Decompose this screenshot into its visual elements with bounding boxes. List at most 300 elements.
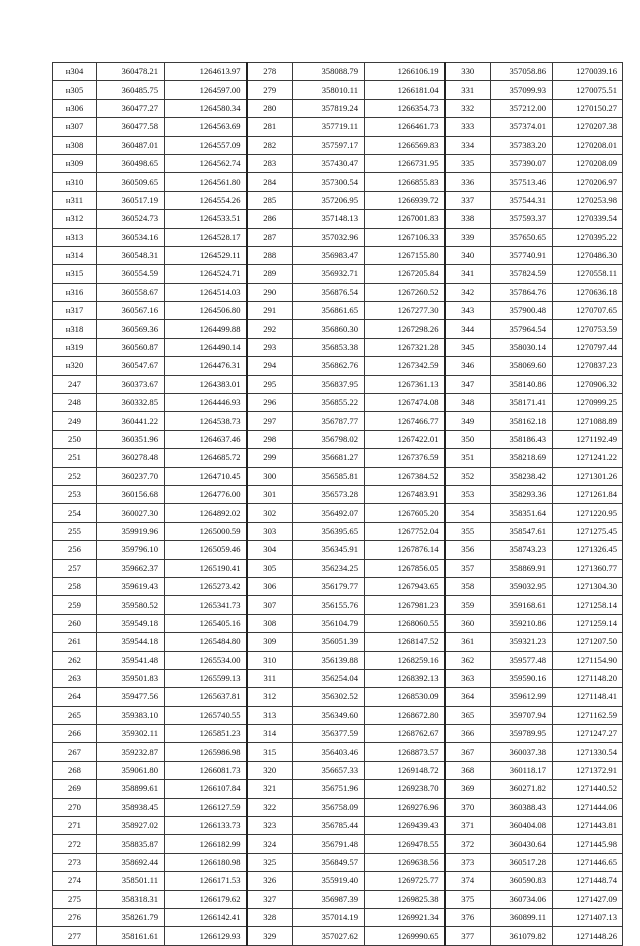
y-coordinate-cell: 1267483.91: [365, 485, 445, 503]
x-coordinate-cell: 356785.44: [293, 817, 365, 835]
point-number-cell: 273: [53, 853, 97, 871]
y-coordinate-cell: 1268530.09: [365, 688, 445, 706]
y-coordinate-cell: 1264685.72: [165, 449, 247, 467]
point-number-cell: 315: [247, 743, 293, 761]
x-coordinate-cell: 356860.30: [293, 320, 365, 338]
x-coordinate-cell: 360567.16: [97, 302, 165, 320]
x-coordinate-cell: 358927.02: [97, 817, 165, 835]
y-coordinate-cell: 1264557.09: [165, 136, 247, 154]
y-coordinate-cell: 1264499.88: [165, 320, 247, 338]
y-coordinate-cell: 1265341.73: [165, 596, 247, 614]
x-coordinate-cell: 356345.91: [293, 541, 365, 559]
point-number-cell: н313: [53, 228, 97, 246]
point-number-cell: 327: [247, 890, 293, 908]
y-coordinate-cell: 1267422.01: [365, 430, 445, 448]
y-coordinate-cell: 1265484.80: [165, 633, 247, 651]
point-number-cell: 314: [247, 725, 293, 743]
x-coordinate-cell: 360569.36: [97, 320, 165, 338]
y-coordinate-cell: 1270075.51: [553, 81, 623, 99]
point-number-cell: н310: [53, 173, 97, 191]
y-coordinate-cell: 1264514.03: [165, 283, 247, 301]
x-coordinate-cell: 356861.65: [293, 302, 365, 320]
table-row: [53, 118, 623, 136]
point-number-cell: 263: [53, 669, 97, 687]
point-number-cell: 254: [53, 504, 97, 522]
y-coordinate-cell: 1266354.73: [365, 99, 445, 117]
y-coordinate-cell: 1269825.38: [365, 890, 445, 908]
y-coordinate-cell: 1267205.84: [365, 265, 445, 283]
x-coordinate-cell: 356234.25: [293, 559, 365, 577]
x-coordinate-cell: 357544.31: [491, 191, 553, 209]
point-number-cell: 268: [53, 761, 97, 779]
x-coordinate-cell: 357740.91: [491, 246, 553, 264]
x-coordinate-cell: 360560.87: [97, 338, 165, 356]
point-number-cell: 294: [247, 357, 293, 375]
y-coordinate-cell: 1264538.73: [165, 412, 247, 430]
x-coordinate-cell: 357383.20: [491, 136, 553, 154]
y-coordinate-cell: 1264580.34: [165, 99, 247, 117]
y-coordinate-cell: 1267605.20: [365, 504, 445, 522]
point-number-cell: 255: [53, 522, 97, 540]
point-number-cell: 355: [445, 522, 491, 540]
y-coordinate-cell: 1269276.96: [365, 798, 445, 816]
y-coordinate-cell: 1271448.74: [553, 872, 623, 890]
table-row: [53, 99, 623, 117]
x-coordinate-cell: 358010.11: [293, 81, 365, 99]
x-coordinate-cell: 358261.79: [97, 908, 165, 926]
x-coordinate-cell: 359796.10: [97, 541, 165, 559]
y-coordinate-cell: 1270558.11: [553, 265, 623, 283]
x-coordinate-cell: 359544.18: [97, 633, 165, 651]
x-coordinate-cell: 358547.61: [491, 522, 553, 540]
table-row: [53, 375, 623, 393]
y-coordinate-cell: 1264613.97: [165, 63, 247, 81]
x-coordinate-cell: 358030.14: [491, 338, 553, 356]
x-coordinate-cell: 359302.11: [97, 725, 165, 743]
x-coordinate-cell: 356791.48: [293, 835, 365, 853]
y-coordinate-cell: 1267376.59: [365, 449, 445, 467]
x-coordinate-cell: 357597.17: [293, 136, 365, 154]
x-coordinate-cell: 357964.54: [491, 320, 553, 338]
x-coordinate-cell: 358218.69: [491, 449, 553, 467]
y-coordinate-cell: 1270207.38: [553, 118, 623, 136]
y-coordinate-cell: 1271259.14: [553, 614, 623, 632]
y-coordinate-cell: 1265405.16: [165, 614, 247, 632]
point-number-cell: 279: [247, 81, 293, 99]
y-coordinate-cell: 1271407.13: [553, 908, 623, 926]
coordinate-table: [52, 62, 623, 946]
point-number-cell: 347: [445, 375, 491, 393]
table-row: [53, 191, 623, 209]
x-coordinate-cell: 358899.61: [97, 780, 165, 798]
table-row: [53, 596, 623, 614]
x-coordinate-cell: 357300.54: [293, 173, 365, 191]
point-number-cell: 361: [445, 633, 491, 651]
y-coordinate-cell: 1266179.62: [165, 890, 247, 908]
table-row: [53, 136, 623, 154]
y-coordinate-cell: 1271372.91: [553, 761, 623, 779]
x-coordinate-cell: 361079.82: [491, 927, 553, 945]
table-row: [53, 154, 623, 172]
y-coordinate-cell: 1264776.00: [165, 485, 247, 503]
y-coordinate-cell: 1270206.97: [553, 173, 623, 191]
x-coordinate-cell: 357430.47: [293, 154, 365, 172]
point-number-cell: 249: [53, 412, 97, 430]
x-coordinate-cell: 360524.73: [97, 210, 165, 228]
y-coordinate-cell: 1271446.65: [553, 853, 623, 871]
point-number-cell: 248: [53, 394, 97, 412]
point-number-cell: 375: [445, 890, 491, 908]
y-coordinate-cell: 1264446.93: [165, 394, 247, 412]
y-coordinate-cell: 1268060.55: [365, 614, 445, 632]
x-coordinate-cell: 358088.79: [293, 63, 365, 81]
y-coordinate-cell: 1264529.11: [165, 246, 247, 264]
point-number-cell: н311: [53, 191, 97, 209]
point-number-cell: н318: [53, 320, 97, 338]
table-row: [53, 357, 623, 375]
x-coordinate-cell: 359577.48: [491, 651, 553, 669]
x-coordinate-cell: 360547.67: [97, 357, 165, 375]
y-coordinate-cell: 1267943.65: [365, 577, 445, 595]
y-coordinate-cell: 1270150.27: [553, 99, 623, 117]
y-coordinate-cell: 1264563.69: [165, 118, 247, 136]
x-coordinate-cell: 359032.95: [491, 577, 553, 595]
point-number-cell: 281: [247, 118, 293, 136]
x-coordinate-cell: 356139.88: [293, 651, 365, 669]
table-row: [53, 394, 623, 412]
x-coordinate-cell: 360478.21: [97, 63, 165, 81]
point-number-cell: 357: [445, 559, 491, 577]
x-coordinate-cell: 359919.96: [97, 522, 165, 540]
point-number-cell: н315: [53, 265, 97, 283]
point-number-cell: 360: [445, 614, 491, 632]
y-coordinate-cell: 1269638.56: [365, 853, 445, 871]
point-number-cell: 271: [53, 817, 97, 835]
x-coordinate-cell: 357650.65: [491, 228, 553, 246]
y-coordinate-cell: 1266133.73: [165, 817, 247, 835]
x-coordinate-cell: 360734.06: [491, 890, 553, 908]
x-coordinate-cell: 360899.11: [491, 908, 553, 926]
point-number-cell: 303: [247, 522, 293, 540]
point-number-cell: 368: [445, 761, 491, 779]
y-coordinate-cell: 1271330.54: [553, 743, 623, 761]
point-number-cell: 324: [247, 835, 293, 853]
table-row: [53, 835, 623, 853]
x-coordinate-cell: 356657.33: [293, 761, 365, 779]
x-coordinate-cell: 360388.43: [491, 798, 553, 816]
table-row: [53, 853, 623, 871]
point-number-cell: н305: [53, 81, 97, 99]
x-coordinate-cell: 356751.96: [293, 780, 365, 798]
x-coordinate-cell: 357027.62: [293, 927, 365, 945]
y-coordinate-cell: 1271304.30: [553, 577, 623, 595]
x-coordinate-cell: 356758.09: [293, 798, 365, 816]
y-coordinate-cell: 1271258.14: [553, 596, 623, 614]
x-coordinate-cell: 356787.77: [293, 412, 365, 430]
table-row: [53, 173, 623, 191]
y-coordinate-cell: 1271241.22: [553, 449, 623, 467]
x-coordinate-cell: 360351.96: [97, 430, 165, 448]
table-row: [53, 338, 623, 356]
point-number-cell: 320: [247, 761, 293, 779]
point-number-cell: н317: [53, 302, 97, 320]
y-coordinate-cell: 1265190.41: [165, 559, 247, 577]
point-number-cell: 276: [53, 908, 97, 926]
point-number-cell: 250: [53, 430, 97, 448]
y-coordinate-cell: 1268873.57: [365, 743, 445, 761]
y-coordinate-cell: 1266081.73: [165, 761, 247, 779]
point-number-cell: н304: [53, 63, 97, 81]
y-coordinate-cell: 1266855.83: [365, 173, 445, 191]
y-coordinate-cell: 1269921.34: [365, 908, 445, 926]
point-number-cell: 292: [247, 320, 293, 338]
x-coordinate-cell: 356987.39: [293, 890, 365, 908]
table-row: [53, 798, 623, 816]
y-coordinate-cell: 1267277.30: [365, 302, 445, 320]
point-number-cell: 373: [445, 853, 491, 871]
y-coordinate-cell: 1264637.46: [165, 430, 247, 448]
y-coordinate-cell: 1264597.00: [165, 81, 247, 99]
y-coordinate-cell: 1270999.25: [553, 394, 623, 412]
table-row: [53, 228, 623, 246]
point-number-cell: 287: [247, 228, 293, 246]
x-coordinate-cell: 356254.04: [293, 669, 365, 687]
x-coordinate-cell: 358938.45: [97, 798, 165, 816]
x-coordinate-cell: 360517.28: [491, 853, 553, 871]
point-number-cell: 301: [247, 485, 293, 503]
y-coordinate-cell: 1265000.59: [165, 522, 247, 540]
y-coordinate-cell: 1270486.30: [553, 246, 623, 264]
point-number-cell: 269: [53, 780, 97, 798]
y-coordinate-cell: 1265851.23: [165, 725, 247, 743]
point-number-cell: 293: [247, 338, 293, 356]
point-number-cell: 332: [445, 99, 491, 117]
point-number-cell: 339: [445, 228, 491, 246]
x-coordinate-cell: 357206.95: [293, 191, 365, 209]
point-number-cell: 308: [247, 614, 293, 632]
y-coordinate-cell: 1271148.20: [553, 669, 623, 687]
y-coordinate-cell: 1271207.50: [553, 633, 623, 651]
y-coordinate-cell: 1269478.55: [365, 835, 445, 853]
point-number-cell: 333: [445, 118, 491, 136]
point-number-cell: 311: [247, 669, 293, 687]
x-coordinate-cell: 357593.37: [491, 210, 553, 228]
point-number-cell: 304: [247, 541, 293, 559]
table-row: [53, 449, 623, 467]
y-coordinate-cell: 1267155.80: [365, 246, 445, 264]
x-coordinate-cell: 356104.79: [293, 614, 365, 632]
y-coordinate-cell: 1270208.01: [553, 136, 623, 154]
point-number-cell: 321: [247, 780, 293, 798]
point-number-cell: 365: [445, 706, 491, 724]
point-number-cell: 325: [247, 853, 293, 871]
x-coordinate-cell: 355919.40: [293, 872, 365, 890]
x-coordinate-cell: 360590.83: [491, 872, 553, 890]
table-row: [53, 688, 623, 706]
x-coordinate-cell: 360558.67: [97, 283, 165, 301]
x-coordinate-cell: 360498.65: [97, 154, 165, 172]
coordinate-sheet: [52, 62, 622, 946]
x-coordinate-cell: 356932.71: [293, 265, 365, 283]
x-coordinate-cell: 360477.58: [97, 118, 165, 136]
x-coordinate-cell: 356573.28: [293, 485, 365, 503]
x-coordinate-cell: 360534.16: [97, 228, 165, 246]
y-coordinate-cell: 1266569.83: [365, 136, 445, 154]
y-coordinate-cell: 1265637.81: [165, 688, 247, 706]
point-number-cell: 358: [445, 577, 491, 595]
point-number-cell: 285: [247, 191, 293, 209]
point-number-cell: н316: [53, 283, 97, 301]
x-coordinate-cell: 360278.48: [97, 449, 165, 467]
point-number-cell: 298: [247, 430, 293, 448]
table-row: [53, 302, 623, 320]
point-number-cell: 282: [247, 136, 293, 154]
point-number-cell: 286: [247, 210, 293, 228]
y-coordinate-cell: 1267384.52: [365, 467, 445, 485]
y-coordinate-cell: 1271162.59: [553, 706, 623, 724]
x-coordinate-cell: 356492.07: [293, 504, 365, 522]
coordinate-table-body: [53, 63, 623, 946]
x-coordinate-cell: 357513.46: [491, 173, 553, 191]
point-number-cell: 364: [445, 688, 491, 706]
y-coordinate-cell: 1271326.45: [553, 541, 623, 559]
x-coordinate-cell: 359477.56: [97, 688, 165, 706]
x-coordinate-cell: 357212.00: [491, 99, 553, 117]
y-coordinate-cell: 1267342.59: [365, 357, 445, 375]
x-coordinate-cell: 359541.48: [97, 651, 165, 669]
point-number-cell: 353: [445, 485, 491, 503]
point-number-cell: 313: [247, 706, 293, 724]
y-coordinate-cell: 1270636.18: [553, 283, 623, 301]
point-number-cell: 302: [247, 504, 293, 522]
y-coordinate-cell: 1270039.16: [553, 63, 623, 81]
x-coordinate-cell: 356862.76: [293, 357, 365, 375]
y-coordinate-cell: 1265740.55: [165, 706, 247, 724]
point-number-cell: 307: [247, 596, 293, 614]
y-coordinate-cell: 1269990.65: [365, 927, 445, 945]
y-coordinate-cell: 1271444.06: [553, 798, 623, 816]
x-coordinate-cell: 360477.27: [97, 99, 165, 117]
x-coordinate-cell: 359707.94: [491, 706, 553, 724]
y-coordinate-cell: 1264533.51: [165, 210, 247, 228]
x-coordinate-cell: 356403.46: [293, 743, 365, 761]
y-coordinate-cell: 1266180.98: [165, 853, 247, 871]
x-coordinate-cell: 356377.59: [293, 725, 365, 743]
point-number-cell: 277: [53, 927, 97, 945]
y-coordinate-cell: 1266107.84: [165, 780, 247, 798]
x-coordinate-cell: 358835.87: [97, 835, 165, 853]
point-number-cell: 372: [445, 835, 491, 853]
table-row: [53, 522, 623, 540]
x-coordinate-cell: 359168.61: [491, 596, 553, 614]
x-coordinate-cell: 359789.95: [491, 725, 553, 743]
point-number-cell: 272: [53, 835, 97, 853]
table-row: [53, 246, 623, 264]
x-coordinate-cell: 360271.82: [491, 780, 553, 798]
point-number-cell: 374: [445, 872, 491, 890]
x-coordinate-cell: 357014.19: [293, 908, 365, 926]
y-coordinate-cell: 1271443.81: [553, 817, 623, 835]
point-number-cell: 309: [247, 633, 293, 651]
x-coordinate-cell: 360118.17: [491, 761, 553, 779]
x-coordinate-cell: 357032.96: [293, 228, 365, 246]
x-coordinate-cell: 356302.52: [293, 688, 365, 706]
point-number-cell: 288: [247, 246, 293, 264]
y-coordinate-cell: 1264476.31: [165, 357, 247, 375]
x-coordinate-cell: 359662.37: [97, 559, 165, 577]
y-coordinate-cell: 1269439.43: [365, 817, 445, 835]
point-number-cell: 356: [445, 541, 491, 559]
x-coordinate-cell: 360373.67: [97, 375, 165, 393]
x-coordinate-cell: 359321.23: [491, 633, 553, 651]
y-coordinate-cell: 1271154.90: [553, 651, 623, 669]
y-coordinate-cell: 1265599.13: [165, 669, 247, 687]
point-number-cell: 354: [445, 504, 491, 522]
y-coordinate-cell: 1271261.84: [553, 485, 623, 503]
point-number-cell: 252: [53, 467, 97, 485]
x-coordinate-cell: 360404.08: [491, 817, 553, 835]
point-number-cell: 300: [247, 467, 293, 485]
x-coordinate-cell: 360548.31: [97, 246, 165, 264]
point-number-cell: 330: [445, 63, 491, 81]
x-coordinate-cell: 357058.86: [491, 63, 553, 81]
x-coordinate-cell: 359061.80: [97, 761, 165, 779]
point-number-cell: 337: [445, 191, 491, 209]
y-coordinate-cell: 1270395.22: [553, 228, 623, 246]
y-coordinate-cell: 1271301.26: [553, 467, 623, 485]
point-number-cell: 343: [445, 302, 491, 320]
table-row: [53, 63, 623, 81]
x-coordinate-cell: 357374.01: [491, 118, 553, 136]
point-number-cell: н314: [53, 246, 97, 264]
point-number-cell: 345: [445, 338, 491, 356]
y-coordinate-cell: 1269148.72: [365, 761, 445, 779]
y-coordinate-cell: 1265534.00: [165, 651, 247, 669]
point-number-cell: 341: [445, 265, 491, 283]
y-coordinate-cell: 1270339.54: [553, 210, 623, 228]
y-coordinate-cell: 1270208.09: [553, 154, 623, 172]
y-coordinate-cell: 1264554.26: [165, 191, 247, 209]
point-number-cell: 306: [247, 577, 293, 595]
point-number-cell: 366: [445, 725, 491, 743]
point-number-cell: 275: [53, 890, 97, 908]
y-coordinate-cell: 1266171.53: [165, 872, 247, 890]
point-number-cell: 367: [445, 743, 491, 761]
x-coordinate-cell: 359383.10: [97, 706, 165, 724]
table-row: [53, 467, 623, 485]
table-row: [53, 412, 623, 430]
table-row: [53, 430, 623, 448]
x-coordinate-cell: 358162.18: [491, 412, 553, 430]
point-number-cell: 290: [247, 283, 293, 301]
x-coordinate-cell: 360332.85: [97, 394, 165, 412]
x-coordinate-cell: 360156.68: [97, 485, 165, 503]
point-number-cell: 346: [445, 357, 491, 375]
y-coordinate-cell: 1265059.46: [165, 541, 247, 559]
x-coordinate-cell: 356155.76: [293, 596, 365, 614]
point-number-cell: 370: [445, 798, 491, 816]
point-number-cell: 352: [445, 467, 491, 485]
point-number-cell: 322: [247, 798, 293, 816]
y-coordinate-cell: 1266142.41: [165, 908, 247, 926]
y-coordinate-cell: 1264892.02: [165, 504, 247, 522]
x-coordinate-cell: 358869.91: [491, 559, 553, 577]
x-coordinate-cell: 356681.27: [293, 449, 365, 467]
point-number-cell: 258: [53, 577, 97, 595]
table-row: [53, 541, 623, 559]
point-number-cell: 260: [53, 614, 97, 632]
table-row: [53, 817, 623, 835]
